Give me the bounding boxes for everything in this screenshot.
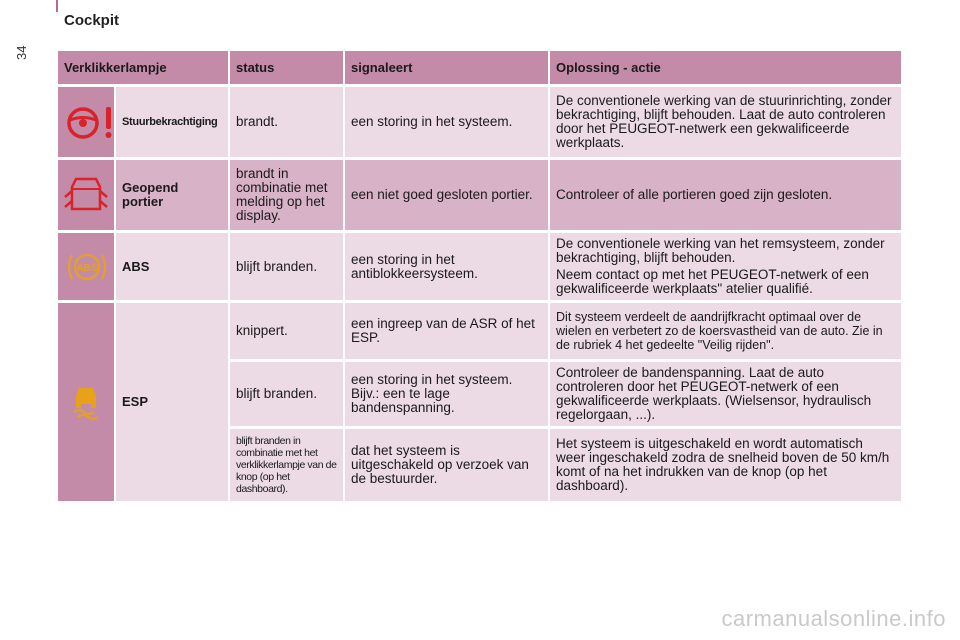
abs-icon-text: ABS [76,262,98,274]
status-cell: blijft branden. [230,233,345,300]
status-cell: brandt in combinatie met melding op het display. [230,160,345,230]
action-paragraph: Neem contact op met het PEUGEOT-netwerk of een gekwalificeerde werkplaats" atelier qualifié. [556,267,869,296]
status-cell: blijft branden in combinatie met het verklikkerlampje van de knop (op het dashboard). [230,429,345,501]
icon-cell [58,303,116,501]
warning-lights-table [58,48,903,504]
door-open-icon [64,175,108,215]
action-cell: Controleer de bandenspanning. Laat de auto controleren door het PEUGEOT-netwerk of een gekwalificeerde werkplaats. (Wielsensor, hydraulisch regelorgaan, ...). [550,362,903,426]
lamp-name: ESP [116,303,230,501]
status-cell: brandt. [230,87,345,157]
icon-cell [58,160,116,230]
action-cell: De conventionele werking van de stuurinrichting, zonder bekrachtiging, blijft behouden. Laat de auto controleren door het PEUGEOT-netwerk een gekwalificeerde werkplaats. [550,87,903,157]
header-signals: signaleert [345,51,550,84]
action-cell: Dit systeem verdeelt de aandrijfkracht optimaal over de wielen en verbetert zo de koersvastheid van de auto. Zie in de rubriek 4 het gedeelte "Veilig rijden". [550,303,903,359]
page-number: 34 [14,45,29,60]
table-row [58,87,903,157]
steering-warning-icon [64,101,116,143]
header-action: Oplossing - actie [550,51,903,84]
table-header-row [58,51,903,84]
signals-cell: dat het systeem is uitgeschakeld op verzoek van de bestuurder. [345,429,550,501]
margin-rule [56,0,58,12]
signals-cell: een storing in het systeem. Bijv.: een te lage bandenspanning. [345,362,550,426]
signals-cell: een storing in het systeem. [345,87,550,157]
status-cell: knippert. [230,303,345,359]
table-row [58,160,903,230]
esp-skid-icon [69,384,103,420]
lamp-name: ABS [116,233,230,300]
icon-cell [58,233,116,300]
abs-icon [64,248,110,286]
table-row [58,303,903,359]
header-lamp: Verklikkerlampje [58,51,230,84]
action-cell: Het systeem is uitgeschakeld en wordt automatisch weer ingeschakeld zodra de snelheid boven de 50 km/h komt of na het indrukken van de knop (op het dashboard). [550,429,903,501]
signals-cell: een storing in het antiblokkeersysteem. [345,233,550,300]
header-status: status [230,51,345,84]
watermark: carmanualsonline.info [721,606,946,631]
signals-cell: een niet goed gesloten portier. [345,160,550,230]
table-row [58,233,903,300]
section-title: Cockpit [64,12,120,29]
action-cell [550,233,903,300]
icon-cell [58,87,116,157]
status-cell: blijft branden. [230,362,345,426]
action-cell: Controleer of alle portieren goed zijn gesloten. [550,160,903,230]
lamp-name: Stuurbekrachtiging [116,87,230,157]
lamp-name: Geopend portier [116,160,230,230]
action-paragraph: De conventionele werking van het remsysteem, zonder bekrachtiging, blijft behouden. [556,236,885,265]
signals-cell: een ingreep van de ASR of het ESP. [345,303,550,359]
